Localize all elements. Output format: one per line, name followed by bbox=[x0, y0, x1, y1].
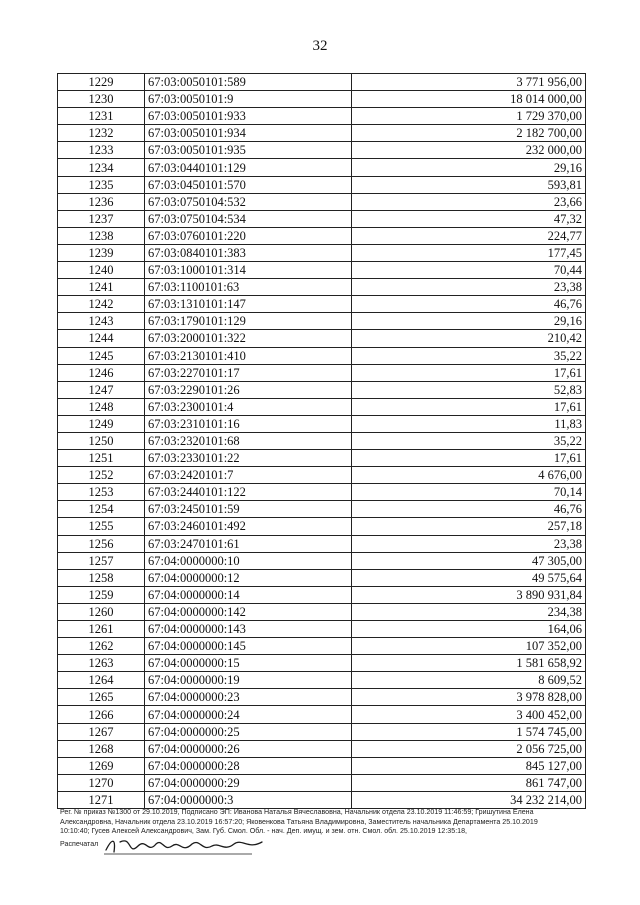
value-cell: 35,22 bbox=[352, 347, 586, 364]
row-number-cell: 1256 bbox=[58, 535, 145, 552]
row-number-cell: 1245 bbox=[58, 347, 145, 364]
row-number-cell: 1267 bbox=[58, 723, 145, 740]
table-row bbox=[58, 159, 586, 176]
row-number-cell: 1236 bbox=[58, 193, 145, 210]
value-cell: 34 232 214,00 bbox=[352, 791, 586, 808]
cadastral-number-cell: 67:03:1000101:314 bbox=[145, 262, 352, 279]
value-cell: 164,06 bbox=[352, 621, 586, 638]
value-cell: 46,76 bbox=[352, 296, 586, 313]
value-cell: 3 890 931,84 bbox=[352, 586, 586, 603]
table-row bbox=[58, 296, 586, 313]
value-cell: 177,45 bbox=[352, 244, 586, 261]
table-row bbox=[58, 689, 586, 706]
value-cell: 2 056 725,00 bbox=[352, 740, 586, 757]
value-cell: 23,38 bbox=[352, 535, 586, 552]
value-cell: 4 676,00 bbox=[352, 467, 586, 484]
table-row bbox=[58, 381, 586, 398]
row-number-cell: 1234 bbox=[58, 159, 145, 176]
value-cell: 107 352,00 bbox=[352, 638, 586, 655]
row-number-cell: 1232 bbox=[58, 125, 145, 142]
value-cell: 3 978 828,00 bbox=[352, 689, 586, 706]
value-cell: 29,16 bbox=[352, 159, 586, 176]
row-number-cell: 1243 bbox=[58, 313, 145, 330]
table-row bbox=[58, 244, 586, 261]
cadastral-number-cell: 67:04:0000000:145 bbox=[145, 638, 352, 655]
row-number-cell: 1229 bbox=[58, 74, 145, 91]
value-cell: 861 747,00 bbox=[352, 774, 586, 791]
row-number-cell: 1261 bbox=[58, 621, 145, 638]
row-number-cell: 1262 bbox=[58, 638, 145, 655]
table-row bbox=[58, 74, 586, 91]
table-row bbox=[58, 638, 586, 655]
table-row bbox=[58, 774, 586, 791]
table-row bbox=[58, 467, 586, 484]
row-number-cell: 1265 bbox=[58, 689, 145, 706]
row-number-cell: 1253 bbox=[58, 484, 145, 501]
table-row bbox=[58, 552, 586, 569]
cadastral-number-cell: 67:04:0000000:14 bbox=[145, 586, 352, 603]
cadastral-number-cell: 67:03:2300101:4 bbox=[145, 398, 352, 415]
table-row bbox=[58, 450, 586, 467]
printed-by bbox=[60, 838, 360, 858]
table-row bbox=[58, 586, 586, 603]
cadastral-number-cell: 67:03:1790101:129 bbox=[145, 313, 352, 330]
row-number-cell: 1271 bbox=[58, 791, 145, 808]
table-row bbox=[58, 91, 586, 108]
row-number-cell: 1248 bbox=[58, 398, 145, 415]
cadastral-number-cell: 67:04:0000000:25 bbox=[145, 723, 352, 740]
value-cell: 29,16 bbox=[352, 313, 586, 330]
cadastral-number-cell: 67:03:2450101:59 bbox=[145, 501, 352, 518]
value-cell: 49 575,64 bbox=[352, 569, 586, 586]
cadastral-number-cell: 67:04:0000000:3 bbox=[145, 791, 352, 808]
value-cell: 70,44 bbox=[352, 262, 586, 279]
row-number-cell: 1240 bbox=[58, 262, 145, 279]
row-number-cell: 1247 bbox=[58, 381, 145, 398]
table-row bbox=[58, 603, 586, 620]
row-number-cell: 1264 bbox=[58, 672, 145, 689]
footer-line-1: Рег. № приказ №1300 от 29.10.2019, Подписано ЭП: Иванова Наталья Вячеславовна, Начальник отдела 23.10.2019 11:46:59; Гришутина Елена bbox=[60, 808, 534, 816]
value-cell: 257,18 bbox=[352, 518, 586, 535]
cadastral-number-cell: 67:03:2330101:22 bbox=[145, 450, 352, 467]
row-number-cell: 1263 bbox=[58, 655, 145, 672]
row-number-cell: 1238 bbox=[58, 227, 145, 244]
cadastral-number-cell: 67:03:2460101:492 bbox=[145, 518, 352, 535]
cadastral-number-cell: 67:04:0000000:19 bbox=[145, 672, 352, 689]
row-number-cell: 1246 bbox=[58, 364, 145, 381]
value-cell: 47 305,00 bbox=[352, 552, 586, 569]
table-row bbox=[58, 176, 586, 193]
table-row bbox=[58, 484, 586, 501]
cadastral-number-cell: 67:04:0000000:12 bbox=[145, 569, 352, 586]
table-row bbox=[58, 125, 586, 142]
cadastral-number-cell: 67:03:2320101:68 bbox=[145, 432, 352, 449]
row-number-cell: 1244 bbox=[58, 330, 145, 347]
row-number-cell: 1239 bbox=[58, 244, 145, 261]
row-number-cell: 1237 bbox=[58, 210, 145, 227]
signature-footer bbox=[60, 808, 590, 837]
handwritten-signature bbox=[102, 834, 272, 858]
footer-line-3: 10:10:40; Гусев Алексей Александрович, Зам. Губ. Смол. Обл. - нач. Деп. имущ. и зем. отн. Смол. обл. 25.10.2019 12:35:18, bbox=[60, 827, 468, 836]
cadastral-number-cell: 67:03:2000101:322 bbox=[145, 330, 352, 347]
table-row bbox=[58, 398, 586, 415]
cadastral-number-cell: 67:03:2440101:122 bbox=[145, 484, 352, 501]
cadastral-number-cell: 67:04:0000000:23 bbox=[145, 689, 352, 706]
table-row bbox=[58, 655, 586, 672]
cadastral-number-cell: 67:04:0000000:143 bbox=[145, 621, 352, 638]
cadastral-number-cell: 67:04:0000000:142 bbox=[145, 603, 352, 620]
table-row bbox=[58, 262, 586, 279]
row-number-cell: 1260 bbox=[58, 603, 145, 620]
table-row bbox=[58, 415, 586, 432]
row-number-cell: 1269 bbox=[58, 757, 145, 774]
row-number-cell: 1241 bbox=[58, 279, 145, 296]
value-cell: 47,32 bbox=[352, 210, 586, 227]
value-cell: 232 000,00 bbox=[352, 142, 586, 159]
table-row bbox=[58, 723, 586, 740]
cadastral-number-cell: 67:03:0050101:589 bbox=[145, 74, 352, 91]
value-cell: 210,42 bbox=[352, 330, 586, 347]
value-cell: 17,61 bbox=[352, 450, 586, 467]
cadastral-number-cell: 67:03:0760101:220 bbox=[145, 227, 352, 244]
value-cell: 1 729 370,00 bbox=[352, 108, 586, 125]
cadastral-number-cell: 67:03:1310101:147 bbox=[145, 296, 352, 313]
row-number-cell: 1270 bbox=[58, 774, 145, 791]
footer-line-2: Александровна, Начальник отдела 23.10.2019 16:57:20; Яковенкова Татьяна Владимировна, Заместитель начальника Департамента 25.10.2019 bbox=[60, 817, 538, 826]
cadastral-number-cell: 67:03:2130101:410 bbox=[145, 347, 352, 364]
table-row bbox=[58, 364, 586, 381]
table-row bbox=[58, 740, 586, 757]
table-row bbox=[58, 279, 586, 296]
table-row bbox=[58, 210, 586, 227]
value-cell: 3 400 452,00 bbox=[352, 706, 586, 723]
table-row bbox=[58, 791, 586, 808]
row-number-cell: 1257 bbox=[58, 552, 145, 569]
value-cell: 8 609,52 bbox=[352, 672, 586, 689]
cadastral-number-cell: 67:03:2420101:7 bbox=[145, 467, 352, 484]
value-cell: 234,38 bbox=[352, 603, 586, 620]
registry-table-body bbox=[58, 74, 586, 809]
value-cell: 23,66 bbox=[352, 193, 586, 210]
row-number-cell: 1268 bbox=[58, 740, 145, 757]
printed-by-label: Распечатал bbox=[60, 840, 99, 848]
value-cell: 224,77 bbox=[352, 227, 586, 244]
cadastral-number-cell: 67:03:0050101:933 bbox=[145, 108, 352, 125]
value-cell: 17,61 bbox=[352, 398, 586, 415]
value-cell: 46,76 bbox=[352, 501, 586, 518]
page-number: 32 bbox=[312, 38, 328, 54]
cadastral-number-cell: 67:04:0000000:28 bbox=[145, 757, 352, 774]
table-row bbox=[58, 193, 586, 210]
value-cell: 17,61 bbox=[352, 364, 586, 381]
cadastral-number-cell: 67:04:0000000:24 bbox=[145, 706, 352, 723]
row-number-cell: 1231 bbox=[58, 108, 145, 125]
cadastral-number-cell: 67:04:0000000:26 bbox=[145, 740, 352, 757]
value-cell: 70,14 bbox=[352, 484, 586, 501]
cadastral-number-cell: 67:03:0050101:9 bbox=[145, 91, 352, 108]
row-number-cell: 1233 bbox=[58, 142, 145, 159]
value-cell: 3 771 956,00 bbox=[352, 74, 586, 91]
row-number-cell: 1250 bbox=[58, 432, 145, 449]
table-row bbox=[58, 569, 586, 586]
value-cell: 11,83 bbox=[352, 415, 586, 432]
table-row bbox=[58, 706, 586, 723]
cadastral-number-cell: 67:03:0440101:129 bbox=[145, 159, 352, 176]
value-cell: 18 014 000,00 bbox=[352, 91, 586, 108]
value-cell: 1 574 745,00 bbox=[352, 723, 586, 740]
value-cell: 2 182 700,00 bbox=[352, 125, 586, 142]
cadastral-number-cell: 67:03:0050101:934 bbox=[145, 125, 352, 142]
cadastral-number-cell: 67:03:0450101:570 bbox=[145, 176, 352, 193]
table-row bbox=[58, 313, 586, 330]
row-number-cell: 1254 bbox=[58, 501, 145, 518]
registry-table bbox=[57, 73, 586, 809]
cadastral-number-cell: 67:03:2310101:16 bbox=[145, 415, 352, 432]
table-row bbox=[58, 142, 586, 159]
row-number-cell: 1242 bbox=[58, 296, 145, 313]
table-row bbox=[58, 330, 586, 347]
row-number-cell: 1230 bbox=[58, 91, 145, 108]
value-cell: 845 127,00 bbox=[352, 757, 586, 774]
value-cell: 35,22 bbox=[352, 432, 586, 449]
row-number-cell: 1235 bbox=[58, 176, 145, 193]
cadastral-number-cell: 67:03:0050101:935 bbox=[145, 142, 352, 159]
table-row bbox=[58, 672, 586, 689]
cadastral-number-cell: 67:04:0000000:29 bbox=[145, 774, 352, 791]
value-cell: 23,38 bbox=[352, 279, 586, 296]
table-row bbox=[58, 535, 586, 552]
row-number-cell: 1266 bbox=[58, 706, 145, 723]
value-cell: 1 581 658,92 bbox=[352, 655, 586, 672]
row-number-cell: 1249 bbox=[58, 415, 145, 432]
table-row bbox=[58, 432, 586, 449]
cadastral-number-cell: 67:03:0750104:534 bbox=[145, 210, 352, 227]
table-row bbox=[58, 757, 586, 774]
cadastral-number-cell: 67:04:0000000:15 bbox=[145, 655, 352, 672]
row-number-cell: 1259 bbox=[58, 586, 145, 603]
cadastral-number-cell: 67:04:0000000:10 bbox=[145, 552, 352, 569]
cadastral-number-cell: 67:03:1100101:63 bbox=[145, 279, 352, 296]
cadastral-number-cell: 67:03:0840101:383 bbox=[145, 244, 352, 261]
cadastral-number-cell: 67:03:0750104:532 bbox=[145, 193, 352, 210]
row-number-cell: 1258 bbox=[58, 569, 145, 586]
row-number-cell: 1252 bbox=[58, 467, 145, 484]
table-row bbox=[58, 518, 586, 535]
table-row bbox=[58, 347, 586, 364]
table-row bbox=[58, 501, 586, 518]
value-cell: 593,81 bbox=[352, 176, 586, 193]
table-row bbox=[58, 621, 586, 638]
table-row bbox=[58, 108, 586, 125]
cadastral-number-cell: 67:03:2470101:61 bbox=[145, 535, 352, 552]
cadastral-number-cell: 67:03:2270101:17 bbox=[145, 364, 352, 381]
table-row bbox=[58, 227, 586, 244]
row-number-cell: 1255 bbox=[58, 518, 145, 535]
row-number-cell: 1251 bbox=[58, 450, 145, 467]
value-cell: 52,83 bbox=[352, 381, 586, 398]
cadastral-number-cell: 67:03:2290101:26 bbox=[145, 381, 352, 398]
